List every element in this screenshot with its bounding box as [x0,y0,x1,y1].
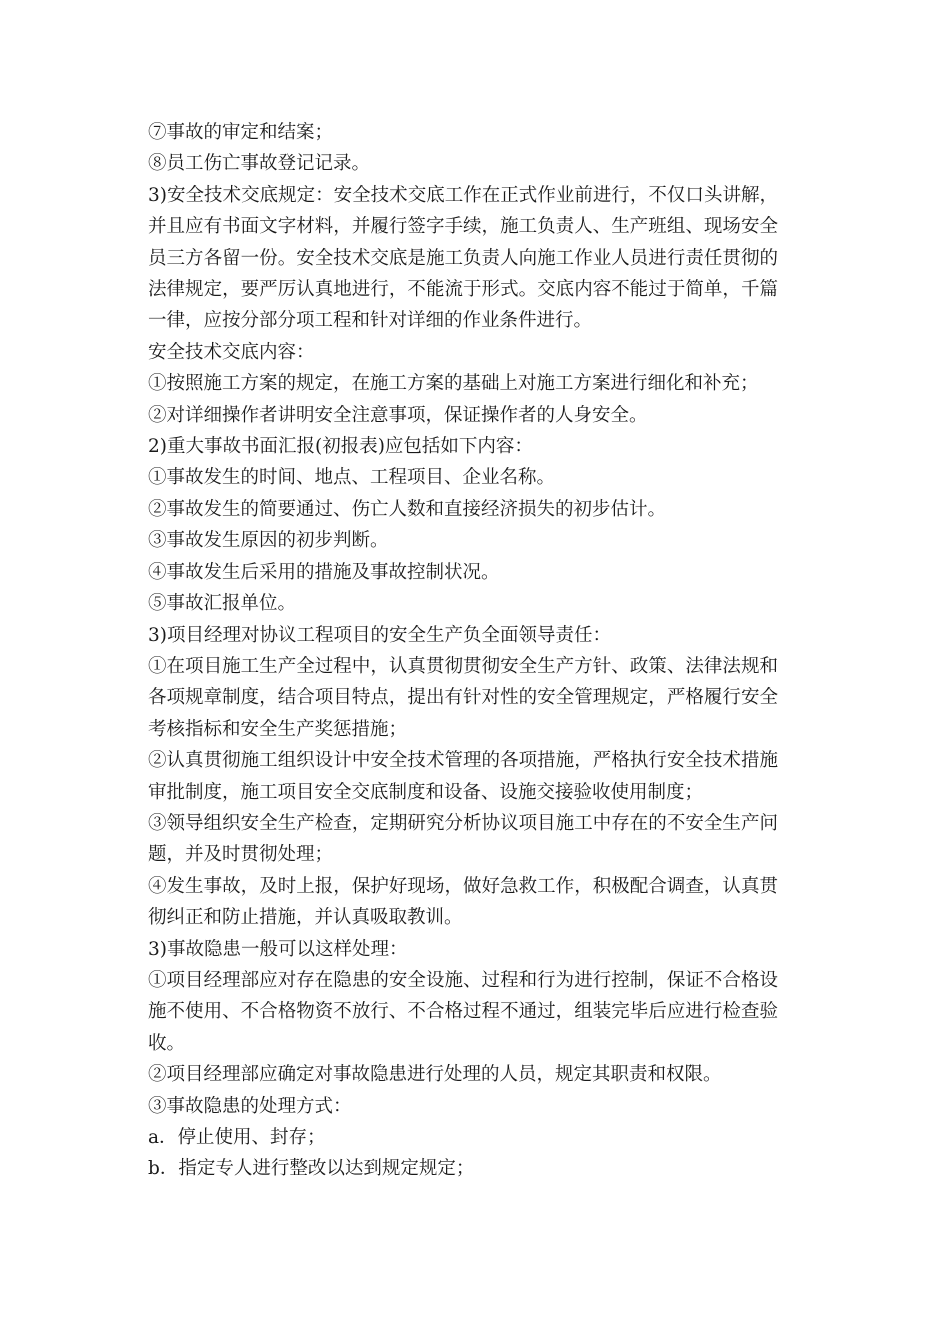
paragraph: ②项目经理部应确定对事故隐患进行处理的人员，规定其职责和权限。 [148,1064,722,1086]
paragraph: ⑤事故汇报单位。 [148,593,297,615]
document-page [148,117,778,1185]
paragraph: ②对详细操作者讲明安全注意事项，保证操作者的人身安全。 [148,404,648,426]
paragraph: ①事故发生的时间、地点、工程项目、企业名称。 [148,467,556,489]
paragraph: ③事故发生原因的初步判断。 [148,530,389,552]
paragraph: ②认真贯彻施工组织设计中安全技术管理的各项措施，严格执行安全技术措施审批制度，施工项目安全交底制度和设备、设施交接验收使用制度； [148,750,778,803]
paragraph: ③事故隐患的处理方式： [148,1095,352,1117]
paragraph: ③领导组织安全生产检查，定期研究分析协议项目施工中存在的不安全生产问题，并及时贯彻处理； [148,812,778,866]
paragraph: 3)事故隐患一般可以这样处理： [148,938,408,960]
paragraph: a．停止使用、封存； [148,1127,326,1148]
paragraph: ①按照施工方案的规定，在施工方案的基础上对施工方案进行细化和补充； [148,373,759,395]
paragraph: ②事故发生的简要通过、伤亡人数和直接经济损失的初步估计。 [148,498,667,520]
paragraph: ⑦事故的审定和结案； [148,122,334,143]
paragraph: ④事故发生后采用的措施及事故控制状况。 [148,561,500,583]
paragraph: 安全技术交底内容： [148,341,315,363]
paragraph: ①在项目施工生产全过程中，认真贯彻贯彻安全生产方针、政策、法律法规和各项规章制度，结合项目特点，提出有针对性的安全管理规定，严格履行安全考核指标和安全生产奖惩措施； [148,655,778,740]
paragraph: b．指定专人进行整改以达到规定规定； [148,1158,475,1180]
paragraph: 2)重大事故书面汇报(初报表)应包括如下内容： [148,436,533,458]
paragraph: 3)安全技术交底规定：安全技术交底工作在正式作业前进行，不仅口头讲解，并且应有书面文字材料，并履行签字手续，施工负责人、生产班组、现场安全员三方各留一份。安全技术交底是施工负责人向施工作业人员进行责任贯彻的法律规定，要严厉认真地进行，不能流于形式。交底内容不能过于简单，千篇一律，应按分部分项工程和针对详细的作业条件进行。 [148,184,778,332]
paragraph: ⑧员工伤亡事故登记记录。 [148,153,371,175]
paragraph: 3)项目经理对协议工程项目的安全生产负全面领导责任： [148,624,611,646]
paragraph: ④发生事故，及时上报，保护好现场，做好急救工作，积极配合调查，认真贯彻纠正和防止措施，并认真吸取教训。 [148,875,778,929]
paragraph: ①项目经理部应对存在隐患的安全设施、过程和行为进行控制，保证不合格设施不使用、不合格物资不放行、不合格过程不通过，组装完毕后应进行检查验收。 [148,969,778,1054]
